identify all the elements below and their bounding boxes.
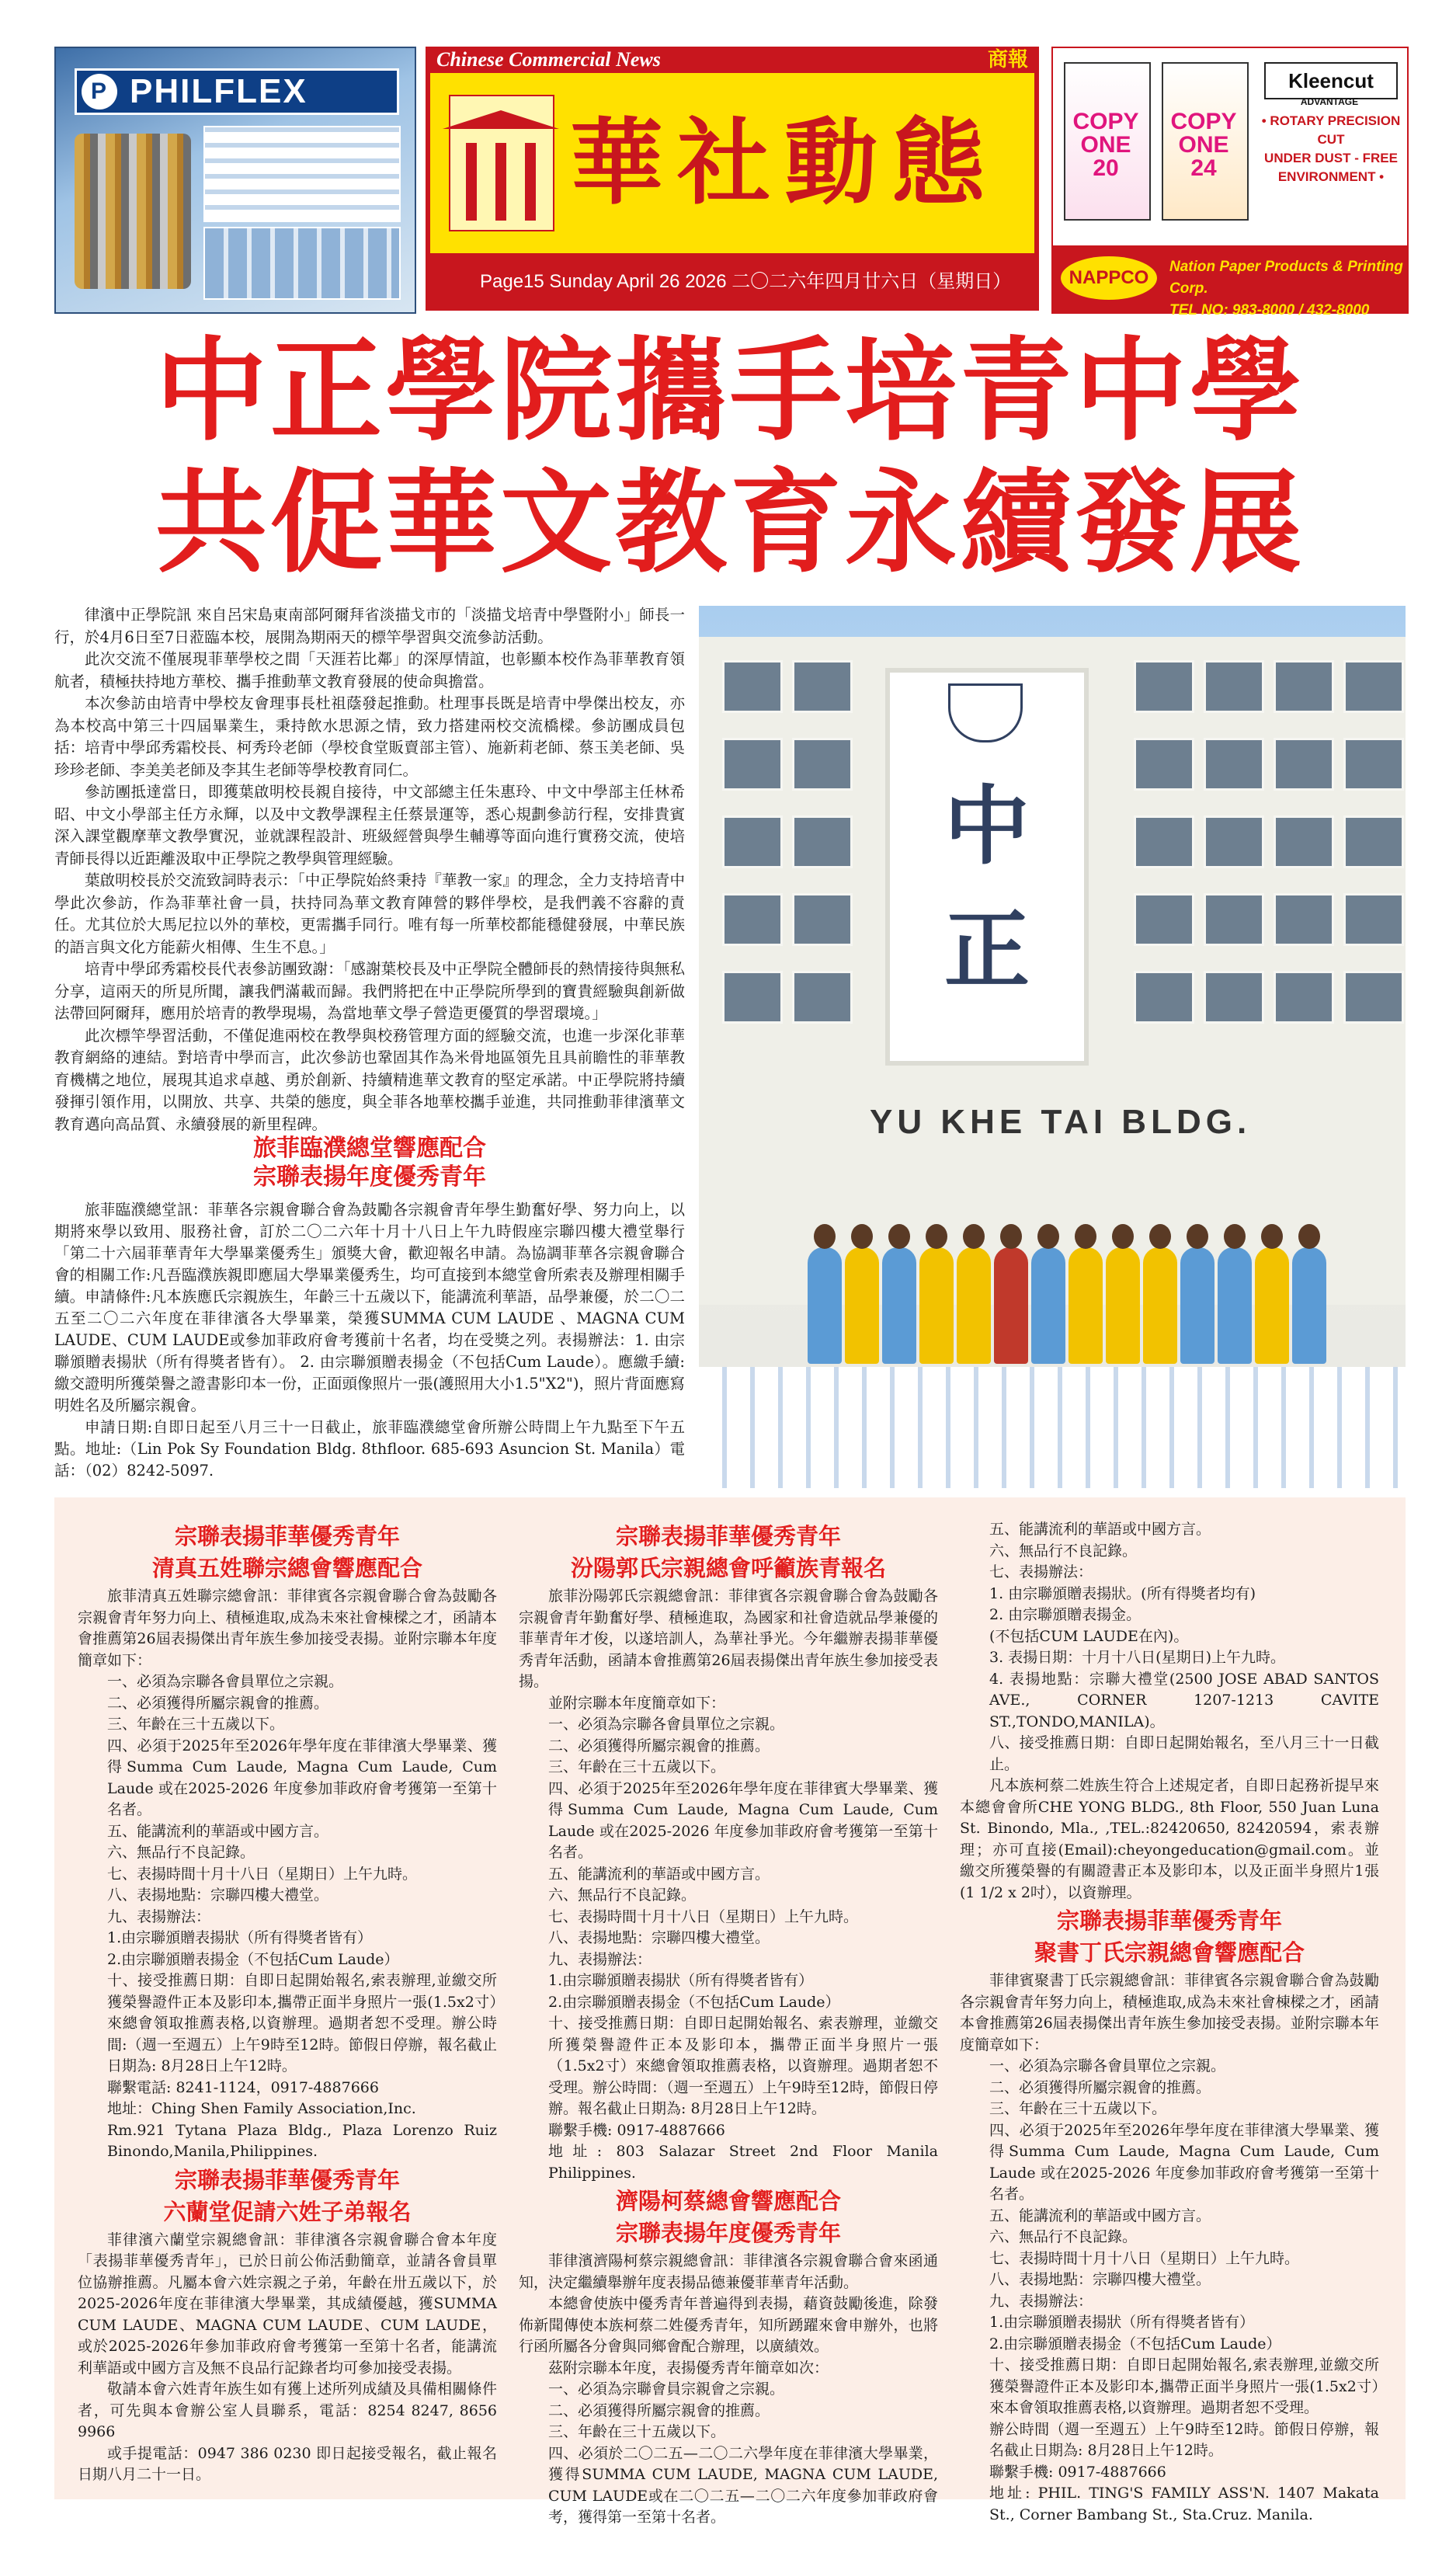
notice-paragraph: 九、表揚辦法：: [548, 1950, 652, 1968]
building-window: [792, 660, 853, 713]
notice-paragraph: 2. 由宗聯頒贈表揚金。: [989, 1606, 1142, 1623]
group-member: [919, 1247, 954, 1364]
group-member: [957, 1247, 991, 1364]
building-window: [1343, 816, 1404, 868]
group-member: [1143, 1247, 1177, 1364]
philflex-ad[interactable]: [54, 47, 416, 314]
building-window: [1134, 893, 1194, 946]
notice-paragraph: 辦公時間（週一至週五）上午9時至12時。節假日停辦，報名截止日期為: 8月28日上午12時。: [989, 2420, 1379, 2459]
notice-heading: 汾陽郭氏宗親總會呼籲族青報名: [570, 1555, 886, 1581]
building-window: [792, 893, 853, 946]
notice-heading: 宗聯表揚年度優秀青年: [615, 2220, 841, 2246]
nappco-logo: NAPPCO: [1061, 256, 1157, 300]
notice-paragraph: 2.由宗聯頒贈表揚金（不包括Cum Laude）: [548, 1993, 840, 2011]
building-window: [792, 816, 853, 868]
notice-paragraph: 七、表揚辦法：: [989, 1563, 1093, 1581]
notice-paragraph: 茲附宗聯本年度，表揚優秀青年簡章如次：: [548, 2359, 829, 2377]
building-window: [1343, 738, 1404, 791]
notice-paragraph: 一、必須為宗聯各會員單位之宗親。: [548, 1716, 785, 1733]
notice-paragraph: 本總會使族中優秀青年普遍得到表揚，藉資鼓勵後進，除發佈新聞傳使本族柯蔡二姓優秀青年，知所踴躍來會申辦外，也將行函所屬各分會與同鄉會配合辦理，以廣績效。: [519, 2295, 938, 2355]
notice-paragraph: 七、表揚時間十月十八日（星期日）上午九時。: [107, 1865, 418, 1883]
notice-paragraph: 菲律濱濟陽柯蔡宗親總會訊：菲律濱各宗親會聯合會來函通知，決定繼續舉辦年度表揚品德兼優菲華青年活動。: [519, 2252, 938, 2291]
newspaper-banner: [426, 47, 1039, 311]
building-window: [1134, 738, 1194, 791]
english-name: Chinese Commercial News: [426, 47, 1039, 73]
notice-paragraph: 十、接受推薦日期：自即日起開始報名,索表辦理,並繳交所獲榮譽證件正本及影印本,攜帶正面半身照片一張(1.5x2寸）來總會領取推薦表格,以資辦理。過期者恕不受理。辦公時間:（週一至週五）上午9時至12時。節假日停辦，報名截止日期為: 8月28日上午12時。: [107, 1972, 497, 2074]
group-member: [845, 1247, 879, 1364]
lead-paragraph: 葉啟明校長於交流致詞時表示：「中正學院始終秉持『華教一家』的理念，全力支持培青中學此次參訪，作為菲華社會一員，扶持同為華文教育陣營的夥伴學校，是我們義不容辭的責任。尤其位於大馬尼拉以外的華校，更需攜手同行。唯有每一所華校都能穩健發展，中華民族的語言與文化方能薪火相傳、生生不息。」: [54, 871, 685, 956]
sign-char: 中: [944, 776, 1030, 876]
kleencut-logo: Kleencut: [1264, 62, 1398, 99]
notice-column-1: [78, 1519, 497, 2486]
notice-heading: 宗聯表揚菲華優秀青年: [1056, 1907, 1282, 1934]
notice-paragraph: 八、接受推薦日期：自即日起開始報名，至八月三十一日截止。: [989, 1734, 1379, 1773]
notice-paragraph: 八、表揚地點：宗聯四樓大禮堂。: [548, 1929, 770, 1946]
notice-paragraph: 旅菲汾陽郭氏宗親總會訊：菲律賓各宗親會聯合會為鼓勵各宗親會青年勤奮好學、積極進取，為國家和社會造就品學兼優的菲華青年才俊，以遂培訓人，為華社爭光。今年繼辦表揚菲華優秀青年活動，函請本會推薦第26屆表揚傑出青年族生參加接受表揚。: [519, 1588, 938, 1690]
notice-paragraph: 1.由宗聯頒贈表揚狀（所有得獎者皆有）: [989, 2314, 1255, 2331]
building-window: [792, 971, 853, 1024]
building-window: [1134, 816, 1194, 868]
notice-paragraph: 八、表揚地點：宗聯四樓大禮堂。: [989, 2271, 1211, 2288]
banner-body: [426, 73, 1039, 253]
building-window: [722, 738, 783, 791]
group-member: [994, 1247, 1028, 1364]
notice-paragraph: 菲律賓聚書丁氏宗親總會訊：菲律賓各宗親會聯合會為鼓勵各宗親會青年努力向上，積極進取,成為未來社會棟樑之才，函請本會推薦第26屆表揚傑出青年族生參加接受表揚。並附宗聯本年度簡章如下：: [960, 1972, 1379, 2054]
notice-paragraph: 聯繫手機: 0917-4887666: [548, 2121, 725, 2139]
office-image: [203, 227, 401, 300]
lead-paragraph: 此次標竿學習活動，不僅促進兩校在教學與校務管理方面的經驗交流，也進一步深化菲華教育網絡的連結。對培青中學而言，此次參訪也鞏固其作為米骨地區領先且具前瞻性的菲華教育機構之地位，展現其追求卓越、勇於創新、持續精進華文教育的堅定承諾。中正學院將持續發揮引領作用，以開放、共享、共榮的態度，與全菲各地華校攜手並進，共同推動菲律濱華文教育邁向高品質、永續發展的新里程碑。: [54, 1026, 685, 1133]
school-emblem-icon: [948, 683, 1023, 742]
group-member: [1292, 1247, 1326, 1364]
masthead: [54, 47, 1406, 318]
paper-tag: 商報: [987, 48, 1028, 71]
headline-line-2: 共促華文教育永續發展: [155, 457, 1305, 588]
notice-paragraph: 六、無品行不良記錄。: [107, 1844, 255, 1861]
notice-paragraph: 地址: PHIL. TING'S FAMILY ASS'N. 1407 Makata St., Corner Bambang St., Sta.Cruz. Manila.: [989, 2485, 1379, 2523]
notice-paragraph: 三、年齡在三十五歲以下。: [107, 1716, 285, 1733]
group-member: [1069, 1247, 1103, 1364]
notice-paragraph: 旅菲清真五姓聯宗總會訊：菲律賓各宗親會聯合會為鼓勵各宗親會青年努力向上、積極進取,成為未來社會棟樑之才，函請本會推薦第26屆表揚傑出青年族生參加接受表揚。並附宗聯本年度簡章如下：: [78, 1588, 497, 1669]
group-member: [1255, 1247, 1289, 1364]
building-window: [722, 893, 783, 946]
nappco-info: Nation Paper Products & Printing Corp. TEL NO: 983-8000 / 432-8000: [1169, 259, 1403, 318]
lin-notice-heading: 旅菲臨濮總堂響應配合 宗聯表揚年度優秀青年: [253, 1135, 486, 1191]
building-window: [1204, 660, 1264, 713]
building-window: [1204, 816, 1264, 868]
building-window: [1134, 660, 1194, 713]
notice-heading: 清真五姓聯宗總會響應配合: [151, 1555, 422, 1581]
notice-paragraph: 七、表揚時間十月十八日（星期日）上午九時。: [548, 1907, 859, 1925]
notice-paragraph: 二、必須獲得所屬宗親會的推薦。: [107, 1694, 329, 1712]
kleencut-sub: ADVANTAGE: [1300, 96, 1359, 107]
group-member: [808, 1247, 842, 1364]
group-member: [882, 1247, 916, 1364]
notice-paragraph: 聯繫手機: 0917-4887666: [989, 2463, 1166, 2481]
group-member: [1218, 1247, 1252, 1364]
lead-paragraph: 律濱中正學院訊 來自呂宋島東南部阿爾拜省淡描戈市的「淡描戈培青中學暨附小」師長一行，於4月6日至7日蒞臨本校，展開為期兩天的標竿學習與交流參訪活動。: [54, 606, 685, 646]
notice-paragraph: 六、無品行不良記錄。: [989, 1542, 1138, 1560]
notice-paragraph: 三、年齡在三十五歲以下。: [989, 2100, 1167, 2117]
philflex-mark-icon: P: [82, 74, 117, 110]
notice-paragraph: 七、表揚時間十月十八日（星期日）上午九時。: [989, 2249, 1300, 2267]
notice-paragraph: 四、必須于2025年至2026年學年度在菲律賓大學畢業、獲得Summa Cum Laude, Magna Cum Laude, Cum Laude 或在2025-2026 年度參加菲政府會考獲第一至第十名者。: [548, 1779, 938, 1861]
notice-paragraph: 十、接受推薦日期：自即日起開始報名,索表辦理,並繳交所獲榮譽證件正本及影印本,攜帶正面半身照片一張(1.5x2寸）來本會領取推薦表格,以資辦理。過期者恕不受理。: [989, 2356, 1379, 2416]
section-title: 華社動態: [570, 108, 999, 217]
notice-paragraph: 五、能講流利的華語或中國方言。: [548, 1865, 770, 1883]
notice-paragraph: 二、必須獲得所屬宗親會的推薦。: [989, 2078, 1211, 2096]
building-window: [1274, 738, 1334, 791]
temple-illustration-icon: [449, 95, 554, 231]
notice-paragraph: 十、接受推薦日期：自即日起開始報名、索表辦理，並繳交所獲榮譽證件正本及影印本，攜帶正面半身照片一張（1.5x2寸）來總會領取推薦表格，以資辦理。過期者恕不受理。辦公時間：（週一至週五）上午9時至12時，節假日停辦。報名截止日期為: 8月28日上午12時。: [548, 2015, 938, 2117]
notice-paragraph: 4. 表揚地點：宗聯大禮堂(2500 JOSE ABAD SANTOS AVE., CORNER 1207-1213 CAVITE ST.,TONDO,MANILA)。: [989, 1670, 1379, 1730]
notice-paragraph: 敬請本會六姓青年族生如有獲上述所列成績及具備相關條件者，可先與本會辦公室人員聯系，電話：8254 8247, 8656 9966: [78, 2380, 497, 2440]
building-window: [1204, 971, 1264, 1024]
notice-paragraph: 一、必須為宗聯各會員單位之宗親。: [989, 2057, 1226, 2074]
ground-tiles: [699, 1367, 1406, 1488]
notice-paragraph: 地址: 803 Salazar Street 2nd Floor Manila Philippines.: [548, 2143, 938, 2182]
notice-paragraph: 菲律濱六蘭堂宗親總會訊：菲律濱各宗親會聯合會本年度「表揚菲華優秀青年」，已於日前公佈活動簡章，並請各會員單位協辦推薦。凡屬本會六姓宗親之子弟，年齡在卅五歲以下，於2025-2026年度在菲律濱大學畢業，其成績優越，獲SUMMA CUM LAUDE、MAGNA CUM LAUDE、CUM LAUDE，或於2025-2026年參加菲政府會考獲第一至第十名者，能講流利華語或中國方言及無不良品行記錄者均可參加接受表揚。: [78, 2231, 497, 2377]
notice-paragraph: 3. 表揚日期：十月十八日(星期日)上午九時。: [989, 1649, 1285, 1666]
notice-paragraph: 三、年齡在三十五歲以下。: [548, 2423, 726, 2440]
headline-line-1: 中正學院攜手培青中學: [155, 325, 1305, 456]
notice-heading: 濟陽柯蔡總會響應配合: [615, 2188, 841, 2214]
notice-paragraph: Rm.921 Tytana Plaza Bldg., Plaza Lorenzo Ruiz Binondo,Manila,Philippines.: [107, 2121, 497, 2160]
notice-paragraph: 九、表揚辦法：: [107, 1907, 211, 1925]
notice-heading: 宗聯表揚菲華優秀青年: [174, 2166, 400, 2193]
building-window: [1204, 738, 1264, 791]
building-window: [792, 738, 853, 791]
copy-one-24-box: COPY ONE 24: [1162, 62, 1249, 221]
building-window: [1343, 893, 1404, 946]
notice-paragraph: 一、必須為宗聯各會員單位之宗親。: [107, 1673, 344, 1690]
building-window: [722, 816, 783, 868]
building-window: [1274, 816, 1334, 868]
notice-heading: 聚書丁氏宗親總會響應配合: [1034, 1939, 1305, 1966]
sign-char: 正: [944, 900, 1030, 1000]
building-window: [1204, 893, 1264, 946]
notice-paragraph: 2.由宗聯頒贈表揚金（不包括Cum Laude）: [107, 1950, 399, 1968]
building-window: [1134, 971, 1194, 1024]
notice-paragraph: 申請日期:自即日起至八月三十一日截止，旅菲臨濮總堂會所辦公時間上午九點至下午五點。地址:（Lin Pok Sy Foundation Bldg. 8thfloor. 685-693 Asuncion St. Manila）電話：（02）8242-5097.: [54, 1418, 685, 1480]
notice-paragraph: 或手提電話：0947 386 0230 即日起接受報名，截止報名日期八月二十一日。: [78, 2444, 497, 2483]
notice-paragraph: 四、必須于2025年至2026年學年度在菲律濱大學畢業、獲得Summa Cum Laude, Magna Cum Laude, Cum Laude 或在2025-2026 年度參加菲政府會考獲第一至第十名者。: [989, 2121, 1379, 2203]
notice-heading: 宗聯表揚菲華優秀青年: [615, 1523, 841, 1549]
notice-paragraph: 五、能講流利的華語或中國方言。: [989, 1521, 1211, 1538]
notice-paragraph: 1.由宗聯頒贈表揚狀（所有得獎者皆有）: [107, 1929, 373, 1946]
building-window: [1274, 893, 1334, 946]
notice-paragraph: 並附宗聯本年度簡章如下：: [548, 1694, 726, 1712]
building-window: [722, 971, 783, 1024]
notice-paragraph: 八、表揚地點：宗聯四樓大禮堂。: [107, 1887, 329, 1904]
notice-paragraph: 一、必須為宗聯會員宗親會之宗親。: [548, 2380, 785, 2398]
notice-column-2: [519, 1519, 938, 2529]
building-window: [1274, 660, 1334, 713]
notice-paragraph: 聯繫電話: 8241-1124，0917-4887666: [107, 2078, 379, 2096]
folio-line: Page15 Sunday April 26 2026 二〇二六年四月廿六日（星期日）: [426, 253, 1039, 311]
group-member: [1106, 1247, 1140, 1364]
cable-image: [75, 134, 191, 289]
notice-paragraph: (不包括CUM LAUDE在內)。: [989, 1627, 1189, 1645]
notice-column-3: [960, 1519, 1379, 2526]
notice-paragraph: 六、無品行不良記錄。: [548, 1887, 697, 1904]
notice-paragraph: 四、必須于2025年至2026年學年度在菲律濱大學畢業、獲得Summa Cum Laude, Magna Cum Laude, Cum Laude 或在2025-2026 年度參加菲政府會考獲第一至第十名者。: [107, 1737, 497, 1818]
lin-notice-body: [54, 1199, 685, 1482]
notice-paragraph: 二、必須獲得所屬宗親會的推薦。: [548, 2401, 770, 2419]
building-window: [1274, 971, 1334, 1024]
notice-paragraph: 2.由宗聯頒贈表揚金（不包括Cum Laude）: [989, 2335, 1281, 2353]
notice-paragraph: 1.由宗聯頒贈表揚狀（所有得獎者皆有）: [548, 1972, 814, 1989]
notice-paragraph: 凡本族柯蔡二姓族生符合上述規定者，自即日起務祈提早來本總會會所CHE YONG BLDG., 8th Floor, 550 Juan Luna St. Binondo, Mla., ,TEL.:82420650, 82420594，索表辦理；亦可直接(Email):cheyongeducation@gmail.com。並繳交所獲榮譽的有關證書正本及影印本，以及正面半身照片1張(1 1/2 x 2吋），以資辦理。: [960, 1777, 1379, 1901]
notice-paragraph: 五、能講流利的華語或中國方言。: [107, 1822, 329, 1840]
lead-paragraph: 本次參訪由培青中學校友會理事長杜祖蔭發起推動。杜理事長既是培青中學傑出校友，亦為本校高中第三十四屆畢業生，秉持飲水思源之情，致力搭建兩校交流橋樑。參訪團成員包括：培青中學邱秀霜校長、柯秀玲老師（學校食堂販賣部主管）、施新莉老師、蔡玉美老師、吳珍珍老師、李美美老師及李其生老師等學校教育同仁。: [54, 694, 685, 779]
kleencut-bullets: • ROTARY PRECISION CUT UNDER DUST - FREE ENVIRONMENT •: [1261, 113, 1401, 184]
nappco-ad[interactable]: [1051, 47, 1409, 318]
philflex-logo: [75, 68, 399, 115]
group-member: [1031, 1247, 1065, 1364]
notice-paragraph: 地址：Ching Shen Family Association,Inc.: [107, 2100, 416, 2117]
notice-paragraph: 三、年齡在三十五歲以下。: [548, 1758, 726, 1775]
headline: [54, 325, 1406, 589]
building-window: [1343, 660, 1404, 713]
notice-paragraph: 六、無品行不良記錄。: [989, 2228, 1138, 2245]
lead-story: [54, 604, 685, 1135]
school-group-photo: [699, 606, 1406, 1488]
building-sign: [885, 668, 1089, 1066]
building-window: [1343, 971, 1404, 1024]
notice-heading: 六蘭堂促請六姓子弟報名: [163, 2198, 412, 2225]
philflex-brand: PHILFLEX: [130, 72, 308, 110]
factory-image: [203, 126, 401, 222]
lead-paragraph: 此次交流不僅展現菲華學校之間「天涯若比鄰」的深厚情誼，也彰顯本校作為菲華教育領航者，積極扶持地方華校、攜手推動華文教育發展的使命與擔當。: [54, 650, 685, 690]
copy-one-20-box: COPY ONE 20: [1064, 62, 1151, 221]
nappco-bar: [1053, 245, 1407, 318]
notice-paragraph: 九、表揚辦法：: [989, 2292, 1093, 2310]
notice-paragraph: 旅菲臨濮總堂訊：菲華各宗親會聯合會為鼓勵各宗親會青年學生勤奮好學、努力向上，以期將來學以致用、服務社會，訂於二〇二六年十月十八日上午九時假座宗聯四樓大禮堂舉行「第二十六屆菲華青年大學畢業優秀生」頒獎大會，歡迎報名申請。為協調菲華各宗親會聯合會的相關工作:凡吾臨濮族親即應屆大學畢業優秀生，均可直接到本總堂會所索表及辦理相關手續。申請條件:凡本族應氏宗親族生，年齡三十五歲以下，能講流利華語，品學兼優，於二〇二五至二〇二六年度在菲律濱各大學畢業，榮獲SUMMA CUM LAUDE 、MAGNA CUM LAUDE、CUM LAUDE或參加菲政府會考獲前十名者，均在受獎之列。表揚辦法：1. 由宗聯頒贈表揚狀（所有得獎者皆有）。 2. 由宗聯頒贈表揚金（不包括Cum Laude）。應繳手續:繳交證明所獲榮譽之證書影印本一份，正面頭像照片一張(護照用大小1.5"X2")，照片背面應寫明姓名及所屬宗親會。: [54, 1201, 685, 1414]
building-name: YU KHE TAI BLDG.: [870, 1103, 1252, 1141]
notice-paragraph: 1. 由宗聯頒贈表揚狀。(所有得獎者均有): [989, 1584, 1256, 1602]
lead-paragraph: 參訪團抵達當日，即獲葉啟明校長親自接待，中文部總主任朱惠玲、中文中學部主任林希昭、中文小學部主任方永輝，以及中文教學課程主任蔡景運等，悉心規劃參訪行程，安排貴賓深入課堂觀摩華文教學實況，並就課程設計、班級經營與學生輔導等面向進行實務交流，使培青師長得以近距離汲取中正學院之教學與管理經驗。: [54, 783, 685, 868]
notice-heading: 宗聯表揚菲華優秀青年: [174, 1523, 400, 1549]
notice-paragraph: 四、必須於二〇二五—二〇二六學年度在菲律濱大學畢業，獲得SUMMA CUM LAUDE, MAGNA CUM LAUDE, CUM LAUDE或在二〇二五—二〇二六年度參加菲政府會考，獲得第一至第十名者。: [548, 2444, 938, 2526]
building-window: [722, 660, 783, 713]
notice-paragraph: 五、能講流利的華語或中國方言。: [989, 2207, 1211, 2224]
lead-paragraph: 培青中學邱秀霜校長代表參訪團致謝：「感謝葉校長及中正學院全體師長的熱情接待與無私分享，這兩天的所見所聞，讓我們滿載而歸。我們將把在中正學院所學到的寶貴經驗與創新做法帶回阿爾拜，應用於培青的教學現場，為當地華文學子營造更優質的學習環境。」: [54, 960, 685, 1022]
group-member: [1180, 1247, 1214, 1364]
notice-paragraph: 二、必須獲得所屬宗親會的推薦。: [548, 1737, 770, 1754]
